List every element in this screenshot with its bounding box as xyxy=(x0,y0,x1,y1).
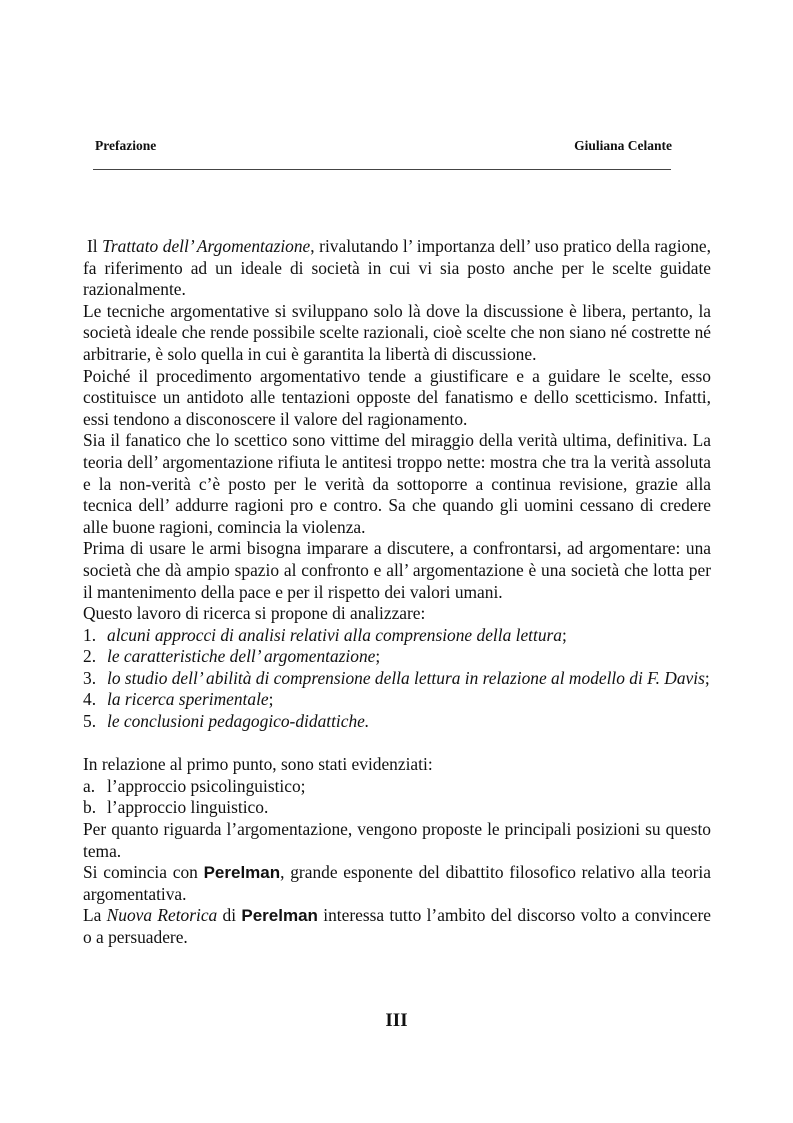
list-marker: 3. xyxy=(83,667,97,688)
paragraph: Questo lavoro di ricerca si propone di analizzare: xyxy=(83,603,426,624)
paragraph: Il Trattato dell’ Argomentazione, rivalutando l’ importanza dell’ uso pratico della ragione, fa riferimento ad un ideale di società in cui vi sia posto anche per le scelte guidate razionalmente. xyxy=(83,236,711,300)
header-rule xyxy=(93,169,671,170)
list-marker: b. xyxy=(83,797,97,818)
list-marker: 5. xyxy=(83,711,97,732)
paragraph: Si comincia con Perelman, grande esponente del dibattito filosofico relativo alla teoria argomentativa. xyxy=(83,862,711,904)
list-marker: 2. xyxy=(83,646,97,667)
paragraph: Per quanto riguarda l’argomentazione, vengono proposte le principali posizioni su questo tema. xyxy=(83,819,711,861)
page-number: III xyxy=(385,1010,408,1031)
list-item xyxy=(83,797,711,819)
paragraph: Le tecniche argomentative si sviluppano solo là dove la discussione è libera, pertanto, la società ideale che rende possibile scelte razionali, cioè scelte che non siano né costrette né arbitrarie, è solo quella in cui è garantita la libertà di discussione. xyxy=(83,300,711,364)
list-item: 1. alcuni approcci di analisi relativi alla comprensione della lettura; xyxy=(83,624,567,645)
paragraph: Poiché il procedimento argomentativo tende a giustificare e a guidare le scelte, esso costituisce un antidoto alle tentazioni opposte del fanatismo e dello scetticismo. Infatti, essi tendono a disconoscere il valore del ragionamento. xyxy=(83,365,711,429)
list-item: 4. la ricerca sperimentale; xyxy=(83,689,274,710)
spacer xyxy=(83,733,711,755)
list-marker: 4. xyxy=(83,689,97,710)
list-item: 3. lo studio dell’ abilità di comprensione della lettura in relazione al modello di F. Davis; xyxy=(83,667,710,688)
lettered-list xyxy=(83,776,711,819)
paragraph: Sia il fanatico che lo scettico sono vittime del miraggio della verità ultima, definitiva. La teoria dell’ argomentazione rifiuta le antitesi troppo nette: mostra che tra la verità assoluta e la non-verità c’è posto per le verità da sottoporre a continua revisione, grazie alla tecnica dell’ addurre ragioni pro e contro. Sa che quando gli uomini cessano di credere alle buone ragioni, comincia la violenza. xyxy=(83,430,711,537)
list-marker: a. xyxy=(83,775,96,796)
list-item xyxy=(83,776,711,798)
list-item-text: le conclusioni pedagogico-didattiche. xyxy=(107,711,370,732)
author-name: Perelman xyxy=(241,906,318,926)
list-item-text: la ricerca sperimentale xyxy=(107,689,269,710)
main-text xyxy=(83,236,711,949)
book-title: Nuova Retorica xyxy=(106,905,218,926)
header-author: Giuliana Celante xyxy=(574,138,672,153)
numbered-list xyxy=(83,625,711,733)
paragraph: In relazione al primo punto, sono stati evidenziati: xyxy=(83,754,433,775)
paragraph: La Nuova Retorica di Perelman interessa tutto l’ambito del discorso volto a convincere o a persuadere. xyxy=(83,905,711,947)
list-item-text: l’approccio psicolinguistico; xyxy=(107,775,306,796)
header-section-title: Prefazione xyxy=(95,138,157,153)
list-item-text: lo studio dell’ abilità di comprensione della lettura in relazione al modello di F. Davis xyxy=(107,667,705,688)
list-item: 2. le caratteristiche dell’ argomentazione; xyxy=(83,646,381,667)
list-item-text: le caratteristiche dell’ argomentazione xyxy=(107,646,376,667)
book-title: Trattato dell’ Argomentazione xyxy=(102,236,311,256)
running-header xyxy=(93,136,672,156)
paragraph: Prima di usare le armi bisogna imparare a discutere, a confrontarsi, ad argomentare: una società che dà ampio spazio al confronto e all’ argomentazione è una società che lotta per il mantenimento della pace e per il rispetto dei valori umani. xyxy=(83,538,711,602)
author-name: Perelman xyxy=(203,863,281,883)
list-item xyxy=(83,711,711,733)
list-item-text: alcuni approcci di analisi relativi alla comprensione della lettura xyxy=(107,624,562,645)
list-item-text: l’approccio linguistico. xyxy=(107,797,269,818)
list-marker: 1. xyxy=(83,624,97,645)
